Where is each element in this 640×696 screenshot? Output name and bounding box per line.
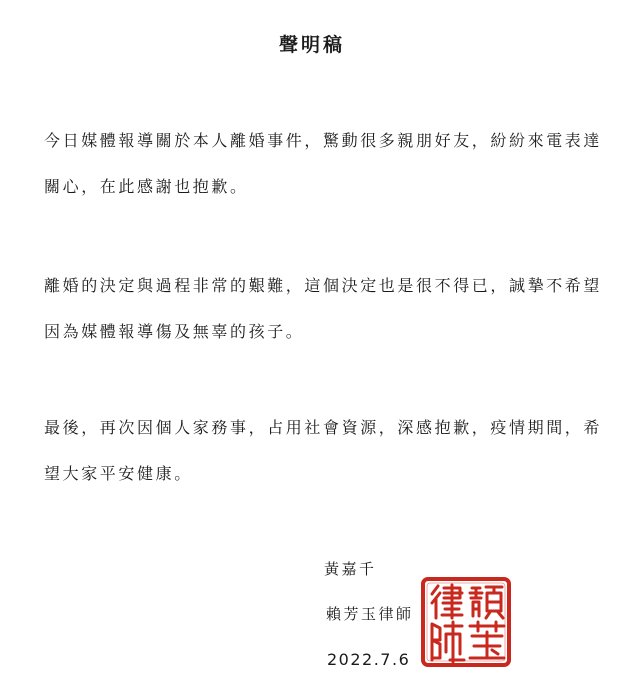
document-title: 聲明稿 [278,34,345,56]
paragraph-line: 最後，再次因個人家務事，占用社會資源，深感抱歉，疫情期間，希 [44,418,603,437]
signatory-name: 黃嘉千 [324,560,377,578]
statement-paragraph [44,263,604,355]
paragraph-line: 今日媒體報導關於本人離婚事件，驚動很多親朋好友，紛紛來電表達 [44,131,603,150]
paragraph-line: 因為媒體報導傷及無辜的孩子。 [44,322,305,341]
statement-paragraph [44,118,604,210]
paragraph-line: 離婚的決定與過程非常的艱難，這個決定也是很不得已，誠摯不希望 [44,276,603,295]
paragraph-line: 望大家平安健康。 [44,464,193,483]
lawyer-name: 賴芳玉律師 [326,605,414,623]
statement-date: 2022.7.6 [327,650,411,669]
statement-paragraph [44,405,604,497]
lawyer-seal-stamp [420,576,512,668]
paragraph-line: 關心，在此感謝也抱歉。 [44,177,249,196]
